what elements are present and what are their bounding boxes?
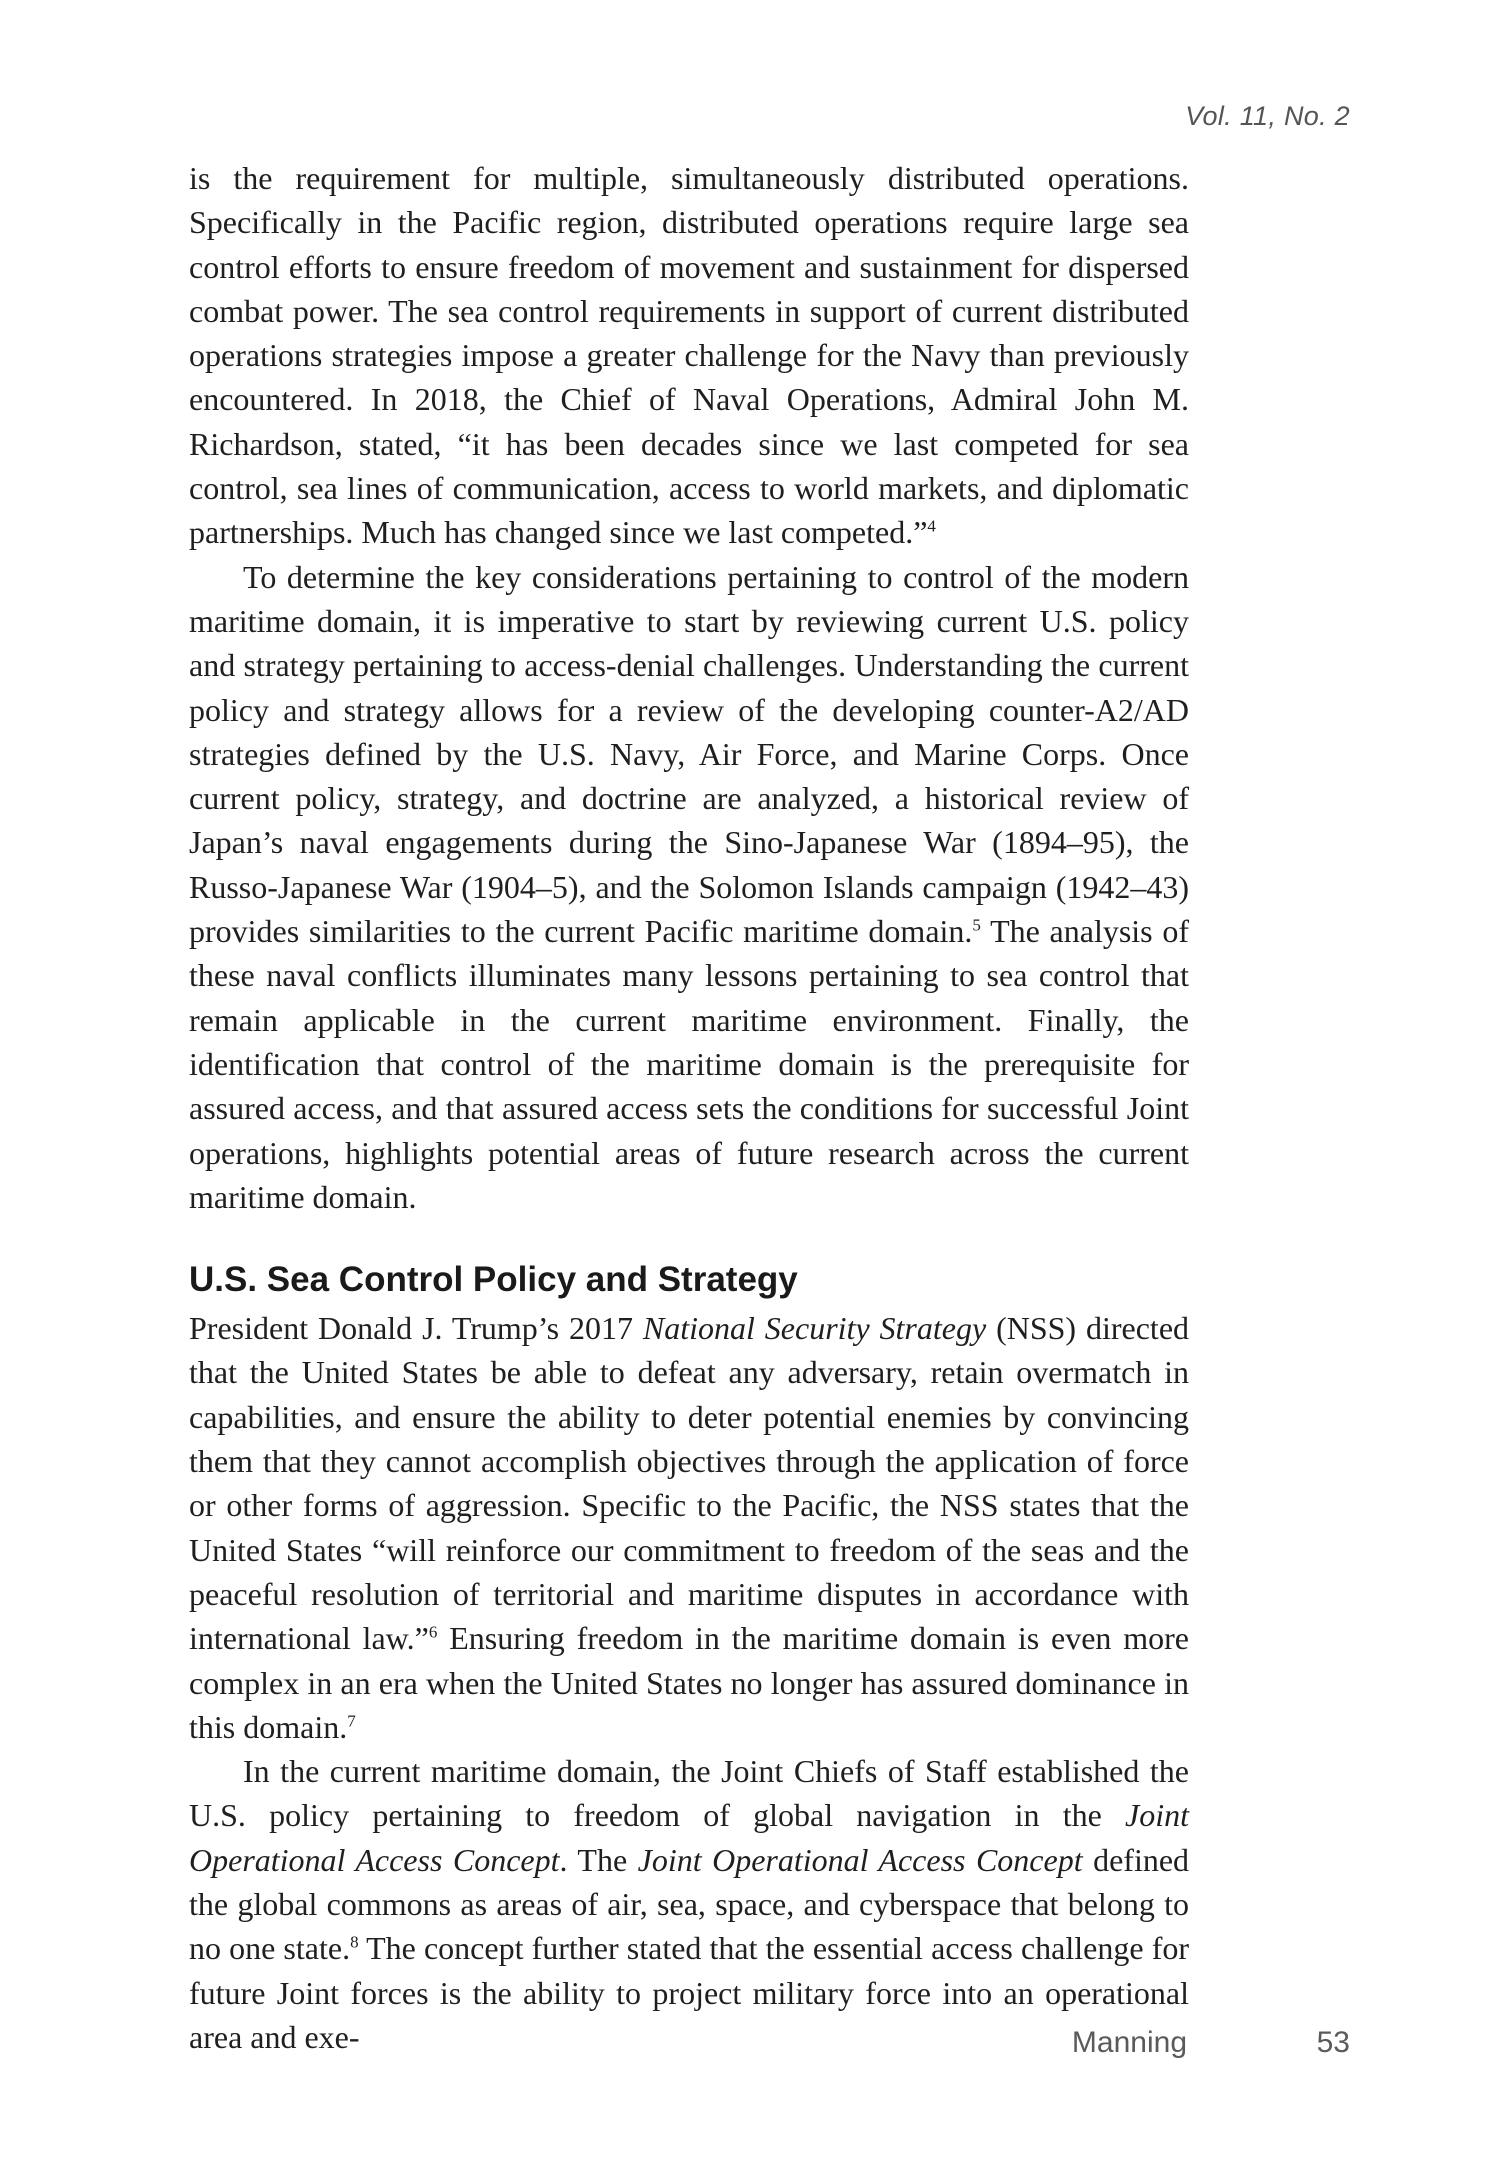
page-number: 53 xyxy=(1316,2026,1350,2059)
paragraph-4-text-b: . The xyxy=(559,1841,638,1878)
paragraph-1 xyxy=(189,156,1189,555)
paragraph-3-text-b: (NSS) directed that the United States be able to defeat any adversary, retain overmatch in capabilities, and ensure the ability to deter potential enemies by convincing them that they cannot accomplish objectives through the application of force or other forms of aggression. Specific to the Pacific, the NSS states that the United States “will reinforce our commitment to freedom of the seas and the peaceful resolution of territorial and maritime disputes in accordance with international law.” xyxy=(189,1310,1190,1657)
paragraph-4-text-d: The concept further stated that the essential access challenge for future Joint forces is the ability to project military force into an operational area and exe- xyxy=(189,1930,1190,2055)
footer-author: Manning xyxy=(1071,2026,1187,2059)
article-body xyxy=(189,156,1189,2059)
paragraph-4-text-c: defined the global commons as areas of air, sea, space, and cyberspace that belong to no one state. xyxy=(189,1841,1190,1967)
paragraph-2-text-a: To determine the key considerations pertaining to control of the modern maritime domain, it is imperative to start by reviewing current U.S. policy and strategy pertaining to access-denial challenges. Understanding the current policy and strategy allows for a review of the developing counter-A2/AD strategies defined by the U.S. Navy, Air Force, and Marine Corps. Once current policy, strategy, and doctrine are analyzed, a historical review of Japan’s naval engagements during the Sino-Japanese War (1894–95), the Russo-Japanese War (1904–5), and the Solomon Islands campaign (1942–43) provides similarities to the current Pacific maritime domain. xyxy=(189,558,1189,950)
paragraph-1-text: is the requirement for multiple, simultaneously distributed operations. Specifically in the Pacific region, distributed operations require large sea control efforts to ensure freedom of movement and sustainment for dispersed combat power. The sea control requirements in support of current distributed operations strategies impose a greater challenge for the Navy than previously encountered. In 2018, the Chief of Naval Operations, Admiral John M. Richardson, stated, “it has been decades since we last competed for sea control, sea lines of communication, access to world markets, and diplomatic partnerships. Much has changed since we last competed.” xyxy=(189,160,1189,551)
paragraph-3 xyxy=(189,1306,1189,1749)
joac-title-2: Joint Operational Access Concept xyxy=(637,1841,1083,1878)
paragraph-4-text-a: In the current maritime domain, the Joint Chiefs of Staff established the U.S. policy pertaining to freedom of global navigation in the xyxy=(189,1753,1189,1834)
footnote-ref-6: 6 xyxy=(428,1622,438,1642)
section-heading: U.S. Sea Control Policy and Strategy xyxy=(189,1260,798,1300)
paragraph-3-text-a: President Donald J. Trump’s 2017 xyxy=(189,1310,643,1347)
paragraph-4 xyxy=(189,1749,1189,2059)
footnote-ref-4: 4 xyxy=(927,516,936,536)
joac-title-1: Joint Operational Access Concept xyxy=(189,1797,1189,1878)
nss-title: National Security Strategy xyxy=(642,1310,987,1347)
footnote-ref-5: 5 xyxy=(972,915,981,935)
footnote-ref-8: 8 xyxy=(350,1932,359,1952)
paragraph-2-text-b: The analysis of these naval conflicts illuminates many lessons pertaining to sea control that remain applicable in the current maritime environment. Finally, the identification that control of the maritime domain is the prerequisite for assured access, and that assured access sets the conditions for successful Joint operations, highlights potential areas of future research across the current maritime domain. xyxy=(189,913,1190,1215)
paragraph-3-text-c: Ensuring freedom in the maritime domain is even more complex in an era when the United States no longer has assured dominance in this domain. xyxy=(189,1620,1190,1745)
running-head: Vol. 11, No. 2 xyxy=(1185,101,1350,131)
paragraph-2 xyxy=(189,555,1189,1219)
footnote-ref-7: 7 xyxy=(347,1711,356,1731)
